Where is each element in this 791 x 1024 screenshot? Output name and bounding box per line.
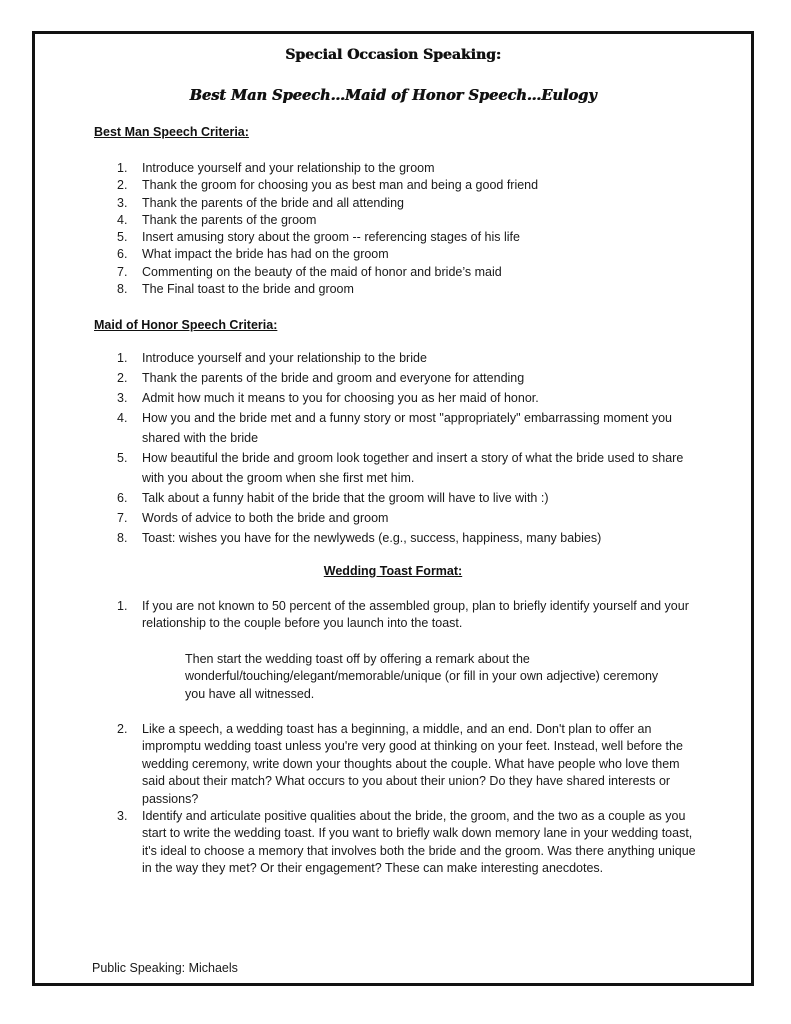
- wedding-toast-items-2-3: [117, 721, 697, 878]
- wedding-toast-item-1: [117, 598, 702, 633]
- list-number: 6.: [117, 491, 128, 505]
- list-item: [117, 598, 702, 633]
- list-item: [117, 388, 692, 408]
- list-text: Thank the groom for choosing you as best man and being a good friend: [142, 178, 539, 193]
- best-man-heading: Best Man Speech Criteria:: [94, 125, 249, 139]
- list-item: [117, 808, 697, 878]
- list-item: [117, 229, 717, 246]
- list-text: What impact the bride has had on the groom: [142, 247, 389, 262]
- list-number: 4.: [117, 212, 128, 227]
- list-text: Identify and articulate positive qualities about the bride, the groom, and the two as a couple as you start to write the wedding toast. If you want to briefly walk down memory lane in your wedding toast, it's ideal to choose a memory that involves both the bride and the groom. Was there anything unique in the way they met? Or their engagement? These can make interesting anecdotes.: [142, 809, 696, 876]
- list-item: [117, 195, 717, 212]
- list-text: Commenting on the beauty of the maid of honor and bride’s maid: [142, 264, 502, 279]
- list-text: Like a speech, a wedding toast has a beginning, a middle, and an end. Don't plan to offer an impromptu wedding toast unless you're very good at thinking on your feet. Instead, well before the wedding ceremony, write down your thoughts about the couple. What have people who love them said about their match? What occurs to you about their union? Do they have shared interests or passions?: [142, 722, 683, 806]
- list-item: [117, 246, 717, 263]
- list-item: [117, 160, 717, 177]
- list-number: 5.: [117, 230, 128, 245]
- list-text: Thank the parents of the bride and groom and everyone for attending: [142, 371, 525, 385]
- list-text: Insert amusing story about the groom -- referencing stages of his life: [142, 230, 520, 245]
- list-text: How beautiful the bride and groom look together and insert a story of what the bride used to share with you about the groom when she first met him.: [142, 451, 684, 485]
- page-title: Special Occasion Speaking:: [285, 47, 501, 63]
- list-number: 4.: [117, 411, 128, 425]
- list-number: 7.: [117, 264, 128, 279]
- list-text: Introduce yourself and your relationship to the bride: [142, 351, 427, 365]
- list-number: 3.: [117, 391, 128, 405]
- list-item: [117, 408, 692, 448]
- list-item: [117, 281, 717, 298]
- list-text: Thank the parents of the bride and all attending: [142, 195, 404, 210]
- list-item: [117, 264, 717, 281]
- maid-of-honor-heading: Maid of Honor Speech Criteria:: [94, 318, 278, 332]
- list-item: [117, 177, 717, 194]
- list-text: Thank the parents of the groom: [142, 212, 317, 227]
- list-text: How you and the bride met and a funny story or most "appropriately" embarrassing moment you shared with the bride: [142, 411, 672, 445]
- list-item: [117, 721, 697, 808]
- list-number: 8.: [117, 531, 128, 545]
- list-text: Introduce yourself and your relationship to the groom: [142, 161, 435, 175]
- list-item: [117, 368, 692, 388]
- list-text: Toast: wishes you have for the newlyweds (e.g., success, happiness, many babies): [142, 531, 602, 545]
- list-number: 3.: [117, 809, 128, 824]
- document-page: [32, 31, 754, 986]
- wedding-toast-heading: Wedding Toast Format:: [323, 564, 463, 578]
- list-text: Talk about a funny habit of the bride that the groom will have to live with :): [142, 491, 549, 505]
- list-number: 6.: [117, 247, 128, 262]
- list-number: 5.: [117, 451, 128, 465]
- list-number: 7.: [117, 511, 128, 525]
- list-item: [117, 212, 717, 229]
- list-text: Admit how much it means to you for choosing you as her maid of honor.: [142, 391, 539, 405]
- list-text: The Final toast to the bride and groom: [142, 282, 354, 297]
- list-item: [117, 448, 692, 488]
- list-number: 2.: [117, 371, 128, 385]
- list-number: 8.: [117, 282, 128, 297]
- list-number: 1.: [117, 161, 128, 175]
- page-subtitle: Best Man Speech…Maid of Honor Speech…Eulogy: [189, 87, 597, 104]
- best-man-list: [117, 160, 717, 298]
- wedding-toast-indented-note: Then start the wedding toast off by offering a remark about the wonderful/touching/elegant/memorable/unique (or fill in your own adjective) ceremony you have all witnessed.: [185, 652, 659, 701]
- page-footer: Public Speaking: Michaels: [92, 961, 238, 975]
- list-number: 2.: [117, 178, 128, 193]
- list-item: [117, 528, 692, 548]
- list-item: [117, 488, 692, 508]
- maid-of-honor-list: [117, 348, 692, 548]
- list-number: 1.: [117, 351, 128, 365]
- list-number: 3.: [117, 195, 128, 210]
- list-item: [117, 348, 692, 368]
- list-item: [117, 508, 692, 528]
- list-number: 2.: [117, 722, 128, 736]
- list-text: If you are not known to 50 percent of the assembled group, plan to briefly identify yourself and your relationship to the couple before you launch into the toast.: [142, 599, 689, 631]
- list-text: Words of advice to both the bride and groom: [142, 511, 389, 525]
- list-number: 1.: [117, 599, 128, 613]
